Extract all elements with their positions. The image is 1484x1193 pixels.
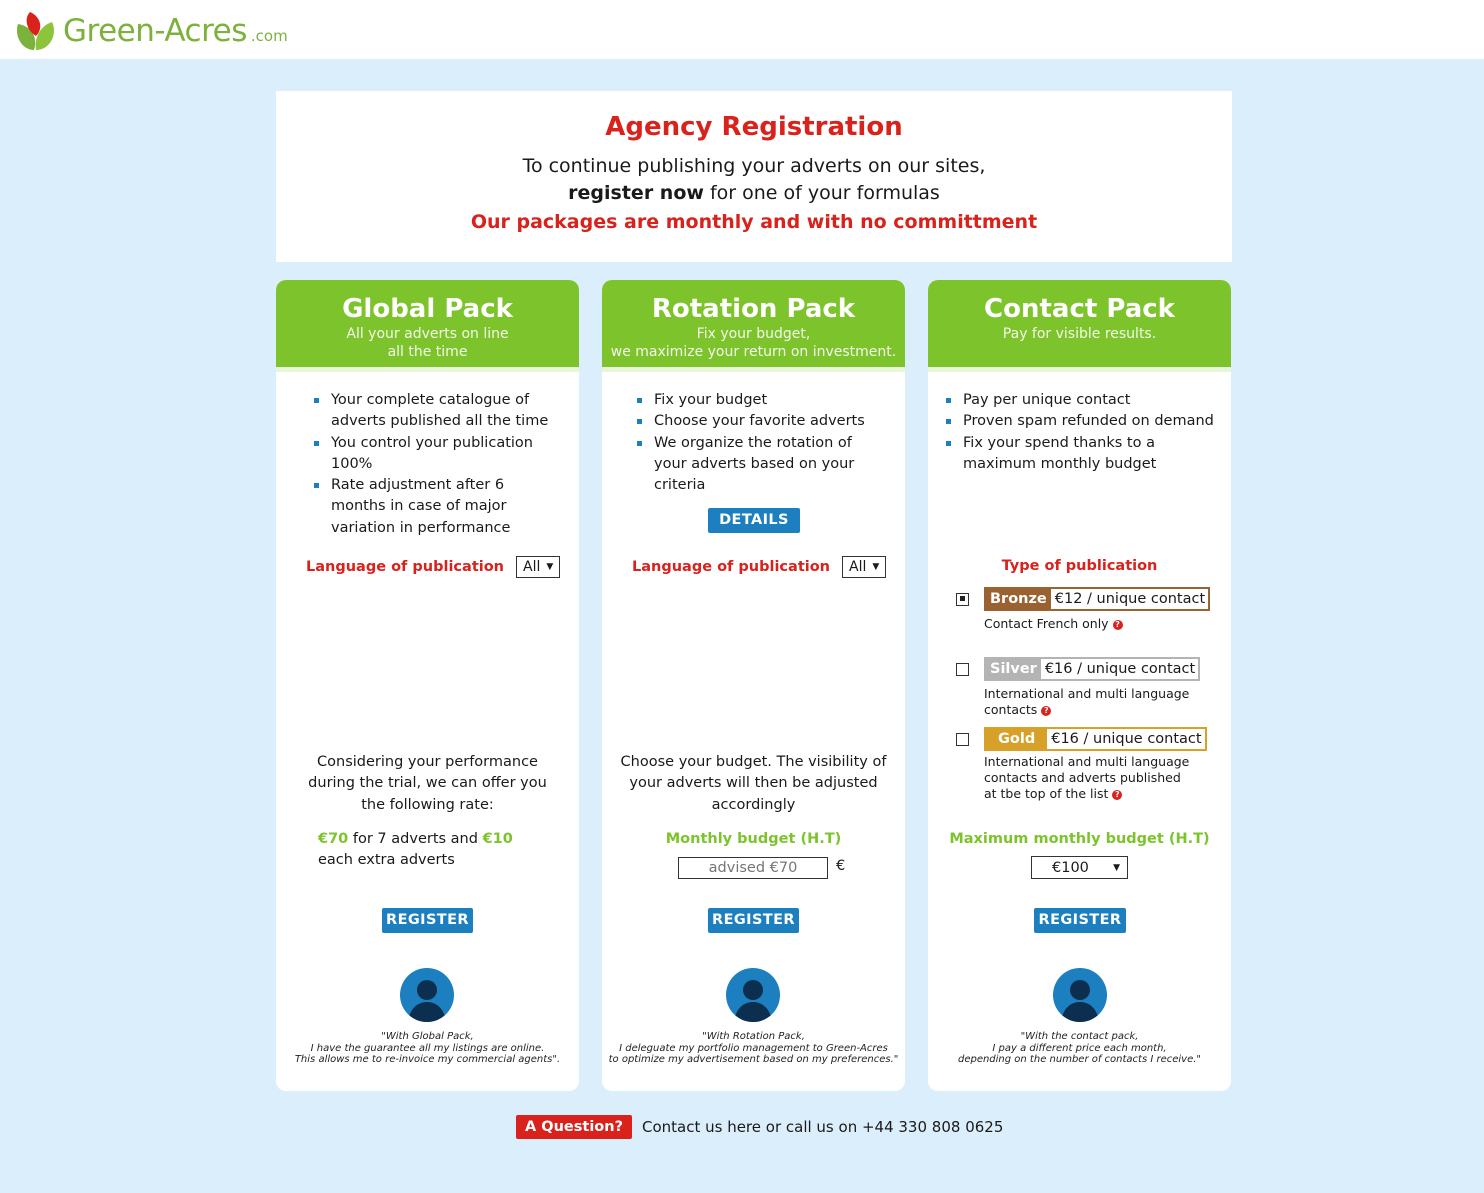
avatar <box>1053 968 1107 1022</box>
contact-register-button[interactable]: REGISTER <box>1034 908 1126 933</box>
list-item: Pay per unique contact <box>946 390 1226 411</box>
contact-pack-header <box>928 280 1231 372</box>
list-item: We organize the rotation of your adverts based on your criteria <box>637 433 877 497</box>
tier-bronze-note-text: Contact French only <box>984 616 1109 631</box>
tier-silver-note-text: International and multi language contacts <box>984 686 1190 717</box>
intro-line-1: To continue publishing your adverts on our sites, <box>522 155 986 177</box>
global-pack-title: Global Pack <box>342 294 513 324</box>
list-item: Your complete catalogue of adverts published all the time <box>314 390 554 433</box>
intro-no-commitment: Our packages are monthly and with no committment <box>470 211 1038 233</box>
tier-gold-name: Gold <box>986 729 1047 749</box>
list-item: Fix your spend thanks to a maximum monthly budget <box>946 433 1226 476</box>
tier-gold-row[interactable] <box>956 727 1207 751</box>
global-language-value: All <box>523 559 541 575</box>
user-silhouette-icon <box>1053 968 1107 1022</box>
tier-gold-note-text: International and multi language contacts and adverts published at tbe top of the list <box>984 754 1190 801</box>
global-price-mid: for 7 adverts and <box>348 831 483 847</box>
tier-gold-checkbox[interactable] <box>956 733 969 746</box>
tier-gold-price: €16 / unique contact <box>1047 729 1204 749</box>
avatar <box>726 968 780 1022</box>
rotation-budget-label: Monthly budget (H.T) <box>665 831 842 847</box>
contact-testimonial: "With the contact pack, I pay a different price each month, depending on the number of contacts I receive." <box>957 1031 1202 1065</box>
tier-silver-price: €16 / unique contact <box>1041 659 1198 679</box>
rotation-budget-intro: Choose your budget. The visibility of your adverts will then be adjusted accordingly <box>620 754 887 813</box>
contact-pack-features <box>946 390 1226 475</box>
global-price-base: €70 <box>318 831 349 847</box>
tier-gold-badge[interactable] <box>984 727 1207 751</box>
green-acres-logo[interactable] <box>12 8 288 54</box>
tier-silver-name: Silver <box>986 659 1041 679</box>
tier-bronze-name: Bronze <box>986 589 1051 609</box>
global-language-row <box>276 556 579 578</box>
rotation-details-button[interactable]: DETAILS <box>708 508 800 533</box>
chevron-down-icon: ▼ <box>872 562 880 572</box>
user-silhouette-icon <box>400 968 454 1022</box>
global-register-button[interactable]: REGISTER <box>382 908 473 933</box>
list-item: Fix your budget <box>637 390 877 411</box>
global-testimonial: "With Global Pack, I have the guarantee all my listings are online. This allows me to re-invoice my commercial agents". <box>294 1031 561 1065</box>
tier-bronze-row[interactable] <box>956 587 1210 611</box>
chevron-down-icon: ▼ <box>546 562 554 572</box>
question-badge[interactable]: A Question? <box>516 1115 632 1139</box>
footer-contact-text[interactable]: Contact us here or call us on +44 330 808 0625 <box>641 1118 1004 1136</box>
rotation-pack-subtitle-1: Fix your budget, <box>696 326 811 342</box>
global-pack-features <box>314 390 554 539</box>
rotation-register-button[interactable]: REGISTER <box>708 908 799 933</box>
global-pack-card <box>276 280 579 1091</box>
global-pack-subtitle-2: all the time <box>387 344 468 360</box>
contact-type-label <box>928 556 1231 577</box>
tier-bronze-price: €12 / unique contact <box>1051 589 1208 609</box>
global-language-label: Language of publication <box>306 559 505 575</box>
contact-budget-value: €100 <box>1052 859 1089 876</box>
intro-panel <box>276 91 1232 262</box>
rotation-language-row <box>602 556 905 578</box>
rotation-testimonial: "With Rotation Pack, I deleguate my portfolio management to Green-Acres to optimize my advertisement based on my preferences." <box>608 1031 899 1065</box>
list-item: Rate adjustment after 6 months in case of major variation in performance <box>314 475 554 539</box>
rotation-pack-features <box>637 390 877 496</box>
tier-bronze-checkbox[interactable] <box>956 593 969 606</box>
tier-silver-badge[interactable] <box>984 657 1200 681</box>
rotation-pack-title: Rotation Pack <box>651 294 856 324</box>
global-price-extra: €10 <box>482 831 513 847</box>
global-price-end: each extra adverts <box>318 852 455 869</box>
intro-line-2 <box>276 180 1232 207</box>
contact-budget-label: Maximum monthly budget (H.T) <box>949 831 1210 847</box>
rotation-pack-card <box>602 280 905 1091</box>
global-offer-price <box>276 829 579 872</box>
tier-silver-row[interactable] <box>956 657 1200 681</box>
tier-silver-note <box>984 686 1204 718</box>
top-bar <box>0 0 1484 59</box>
currency-symbol: € <box>836 858 846 874</box>
help-icon[interactable]: ? <box>1112 790 1122 800</box>
chevron-down-icon: ▼ <box>1113 862 1120 873</box>
rotation-pack-header <box>602 280 905 372</box>
rotation-pack-subtitle-2: we maximize your return on investment. <box>610 344 897 360</box>
help-icon[interactable]: ? <box>1041 706 1051 716</box>
global-pack-header <box>276 280 579 372</box>
rotation-language-value: All <box>849 559 867 575</box>
tier-gold-note <box>984 754 1196 802</box>
rotation-budget-input[interactable] <box>678 857 828 879</box>
rotation-language-label: Language of publication <box>632 559 831 575</box>
user-silhouette-icon <box>726 968 780 1022</box>
help-icon[interactable]: ? <box>1113 620 1123 630</box>
contact-pack-subtitle: Pay for visible results. <box>1002 326 1157 342</box>
logo-domain: .com <box>250 27 288 45</box>
global-offer-text: Considering your performance during the trial, we can offer you the following rate: <box>308 754 547 813</box>
footer-contact <box>516 1115 1003 1139</box>
contact-pack-card <box>928 280 1231 1091</box>
list-item: You control your publication 100% <box>314 433 554 476</box>
global-pack-subtitle-1: All your adverts on line <box>346 326 509 342</box>
global-language-select[interactable] <box>516 556 560 578</box>
leaf-logo-icon <box>12 8 60 54</box>
avatar <box>400 968 454 1022</box>
contact-budget-select[interactable] <box>1031 856 1128 879</box>
tier-bronze-badge[interactable] <box>984 587 1210 611</box>
tier-bronze-note <box>984 616 1123 632</box>
type-of-publication-label: Type of publication <box>1001 558 1158 574</box>
intro-line-2-rest: for one of your formulas <box>703 182 940 204</box>
contact-pack-title: Contact Pack <box>984 294 1175 324</box>
list-item: Choose your favorite adverts <box>637 411 877 432</box>
page-title: Agency Registration <box>605 112 903 142</box>
logo-wordmark: Green-Acres <box>63 13 247 49</box>
intro-register-now: register now <box>568 182 704 204</box>
list-item: Proven spam refunded on demand <box>946 411 1226 432</box>
rotation-language-select[interactable] <box>842 556 886 578</box>
tier-silver-checkbox[interactable] <box>956 663 969 676</box>
